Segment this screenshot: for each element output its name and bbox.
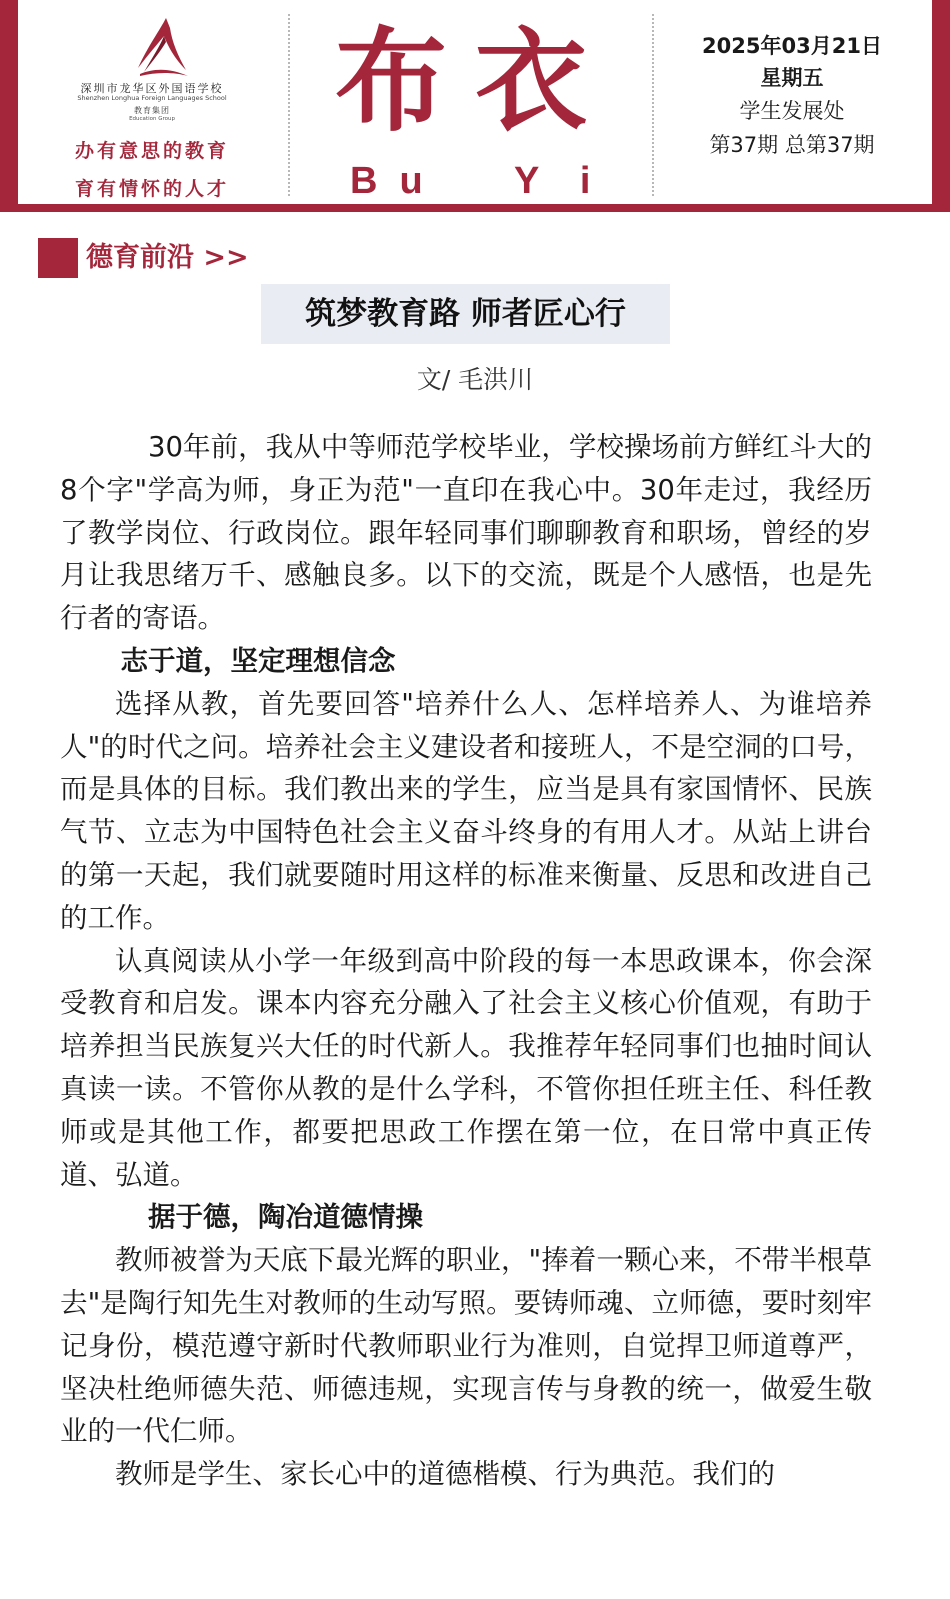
education-group-cn: 教育集团 <box>134 106 170 115</box>
masthead-en-bu: Bu <box>350 160 445 202</box>
header-divider-left <box>288 14 290 196</box>
section-marker-icon <box>38 238 78 278</box>
paragraph: 教师被誉为天底下最光辉的职业，"捧着一颗心来，不带半根草去"是陶行知先生对教师的生动写照。要铸师魂、立师德，要时刻牢记身份，模范遵守新时代教师职业行为准则，自觉捍卫师道尊严，坚决杜绝师德失范、师德违规，实现言传与身教的统一，做爱生敬业的一代仁师。 <box>60 1244 872 1448</box>
issue-number: 第37期 总第37期 <box>709 133 875 157</box>
paragraph: 选择从教，首先要回答"培养什么人、怎样培养人、为谁培养人"的时代之问。培养社会主义建设者和接班人，不是空洞的口号，而是具体的目标。我们教出来的学生，应当是具有家国情怀、民族气节、立志为中国特色社会主义奋斗终身的有用人才。从站上讲台的第一天起，我们就要随时用这样的标准来衡量、反思和改进自己的工作。 <box>60 687 872 934</box>
issue-info <box>666 30 918 162</box>
slogan-line-1: 办有意思的教育 <box>74 140 229 162</box>
article-title-box <box>261 284 670 344</box>
school-logo-icon <box>130 16 194 82</box>
school-name-cn: 深圳市龙华区外国语学校 <box>80 82 224 95</box>
issue-weekday: 星期五 <box>760 66 824 90</box>
subheading: 志于道，坚定理想信念 <box>120 644 396 677</box>
slogan-line-2: 育有情怀的人才 <box>74 178 229 200</box>
masthead-en-yi: Yi <box>514 160 633 202</box>
school-name-en: Shenzhen Longhua Foreign Languages School <box>77 94 227 102</box>
paragraph: 教师是学生、家长心中的道德楷模、行为典范。我们的 <box>115 1458 775 1491</box>
header-left-border <box>0 0 18 212</box>
header-bottom-border <box>0 204 950 212</box>
subheading: 据于德，陶冶道德情操 <box>148 1201 423 1234</box>
education-group-en: Education Group <box>129 116 175 122</box>
section-label: 德育前沿 >> <box>86 242 249 273</box>
paragraph: 30年前，我从中等师范学校毕业，学校操场前方鲜红斗大的8个字"学高为师，身正为范"一直印在我心中。30年走过，我经历了教学岗位、行政岗位。跟年轻同事们聊聊教育和职场，曾经的岁月让我思绪万千、感触良多。以下的交流，既是个人感悟，也是先行者的寄语。 <box>60 431 872 635</box>
article-byline: 文/ 毛洪川 <box>416 365 534 394</box>
school-logo-block <box>18 0 286 204</box>
masthead <box>300 0 650 204</box>
article-title: 筑梦教育路 师者匠心行 <box>305 296 626 332</box>
masthead-title-cn: 布衣 <box>335 16 615 147</box>
paragraph: 认真阅读从小学一年级到高中阶段的每一本思政课本，你会深受教育和启发。课本内容充分融入了社会主义核心价值观，有助于培养担当民族复兴大任的时代新人。我推荐年轻同事们也抽时间认真读一读。不管你从教的是什么学科，不管你担任班主任、科任教师或是其他工作，都要把思政工作摆在第一位，在日常中真正传道、弘道。 <box>60 944 872 1191</box>
newsletter-header <box>18 0 932 204</box>
article-body <box>60 426 872 1496</box>
header-divider-right <box>652 14 654 196</box>
issue-department: 学生发展处 <box>739 99 845 123</box>
header-right-border <box>932 0 950 212</box>
issue-date: 2025年03月21日 <box>702 34 882 58</box>
